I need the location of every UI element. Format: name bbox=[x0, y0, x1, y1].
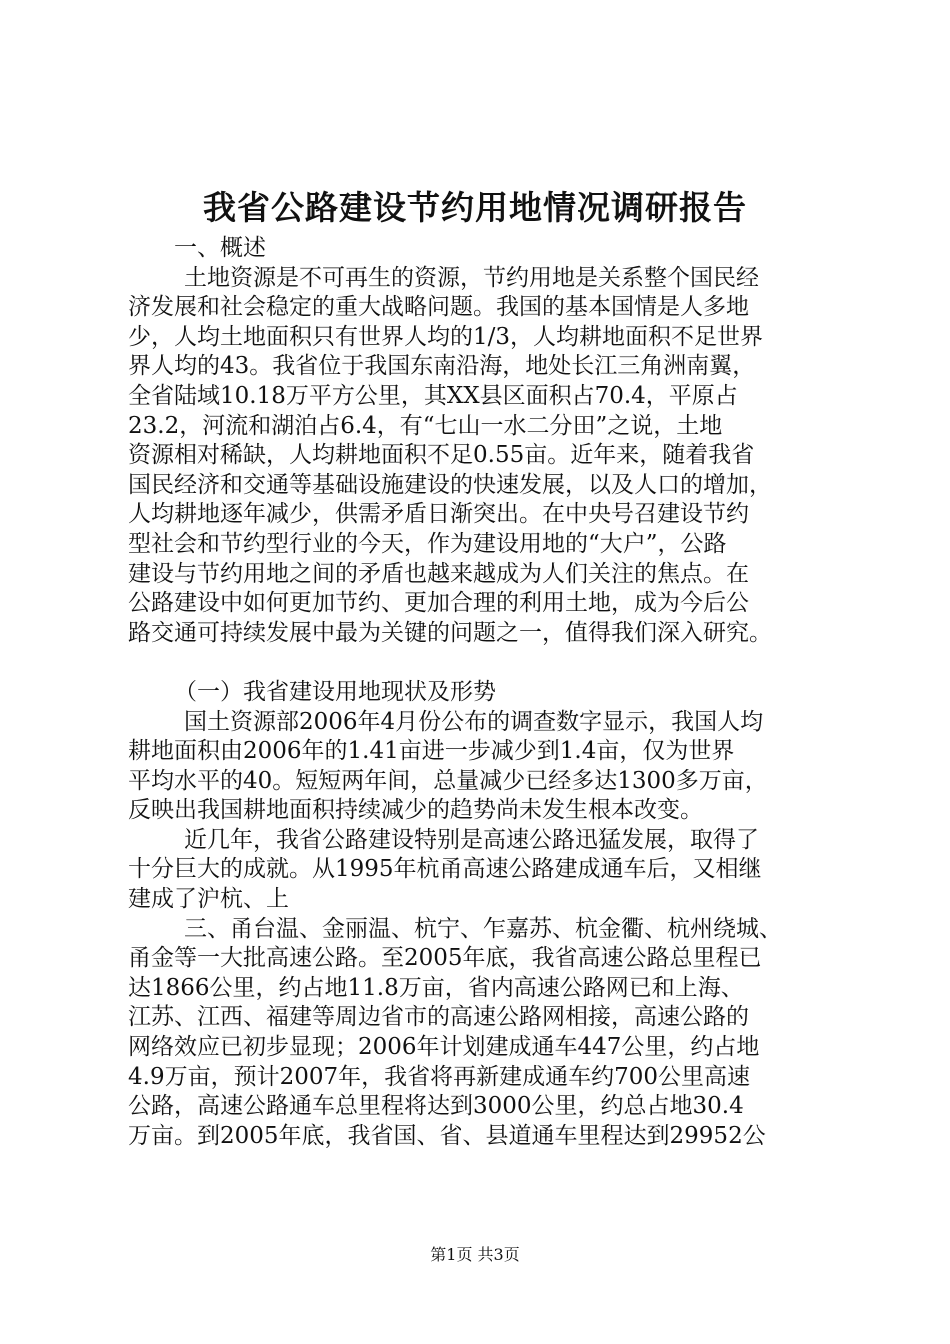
text-line: 全省陆域10.18万平方公里，其XX县区面积占70.4，平原占 bbox=[128, 382, 738, 409]
text-line: 23.2，河流和湖泊占6.4，有“七山一水二分田”之说，土地 bbox=[128, 412, 723, 439]
text-line: 万亩。到2005年底，我省国、省、县道通车里程达到29952公 bbox=[128, 1122, 766, 1149]
text-line: 江苏、江西、福建等周边省市的高速公路网相接，高速公路的 bbox=[128, 1004, 749, 1031]
text-line: 反映出我国耕地面积持续减少的趋势尚未发生根本改变。 bbox=[128, 797, 703, 824]
text-line: 少，人均土地面积只有世界人均的1/3，人均耕地面积不足世界 bbox=[128, 323, 764, 350]
text-line: 近几年，我省公路建设特别是高速公路迅猛发展，取得了 bbox=[184, 826, 759, 853]
text-line: 十分巨大的成就。从1995年杭甬高速公路建成通车后，又相继 bbox=[128, 856, 762, 883]
text-line: 网络效应已初步显现；2006年计划建成通车447公里，约占地 bbox=[128, 1034, 760, 1061]
text-line: 甬金等一大批高速公路。至2005年底，我省高速公路总里程已 bbox=[128, 945, 762, 972]
text-line: 界人均的43。我省位于我国东南沿海，地处长江三角洲南翼， bbox=[128, 353, 756, 380]
page-footer: 第1页 共3页 bbox=[430, 1245, 520, 1264]
text-line: 4.9万亩，预计2007年，我省将再新建成通车约700公里高速 bbox=[128, 1063, 751, 1090]
text-line: 路交通可持续发展中最为关键的问题之一，值得我们深入研究。 bbox=[128, 619, 772, 646]
text-line: 人均耕地逐年减少，供需矛盾日渐突出。在中央号召建设节约 bbox=[128, 501, 749, 528]
document-title: 我省公路建设节约用地情况调研报告 bbox=[203, 188, 747, 227]
section-heading-overview: 一、概述 bbox=[174, 235, 266, 261]
document-body bbox=[128, 234, 830, 1151]
text-line: 国土资源部2006年4月份公布的调查数字显示，我国人均 bbox=[184, 708, 764, 735]
text-line: 济发展和社会稳定的重大战略问题。我国的基本国情是人多地 bbox=[128, 294, 749, 321]
text-line: 达1866公里，约占地11.8万亩，省内高速公路网已和上海、 bbox=[128, 974, 744, 1001]
text-line: 耕地面积由2006年的1.41亩进一步减少到1.4亩，仅为世界 bbox=[128, 738, 735, 765]
text-line: 建设与节约用地之间的矛盾也越来越成为人们关注的焦点。在 bbox=[128, 560, 749, 587]
text-line: 型社会和节约型行业的今天，作为建设用地的“大户”，公路 bbox=[128, 530, 727, 557]
paragraph-land-resources bbox=[128, 264, 830, 649]
text-line: 资源相对稀缺，人均耕地面积不足0.55亩。近年来，随着我省 bbox=[128, 442, 755, 469]
paragraph-national-farmland bbox=[128, 708, 830, 826]
text-line: 国民经济和交通等基础设施建设的快速发展，以及人口的增加， bbox=[128, 471, 772, 498]
text-line: 平均水平的40。短短两年间，总量减少已经多达1300多万亩， bbox=[128, 767, 768, 794]
paragraph-gap bbox=[128, 648, 830, 678]
text-line: 公路建设中如何更加节约、更加合理的利用土地，成为今后公 bbox=[128, 590, 749, 617]
paragraph-highway-development bbox=[128, 826, 830, 915]
section-heading-current-status: （一）我省建设用地现状及形势 bbox=[174, 678, 496, 705]
text-line: 公路，高速公路通车总里程将达到3000公里，约总占地30.4 bbox=[128, 1093, 744, 1120]
text-line: 三、甬台温、金丽温、杭宁、乍嘉苏、杭金衢、杭州绕城、 bbox=[184, 915, 782, 942]
text-line: 建成了沪杭、上 bbox=[128, 886, 289, 913]
text-line: 土地资源是不可再生的资源，节约用地是关系整个国民经 bbox=[184, 264, 759, 291]
paragraph-highway-mileage bbox=[128, 915, 830, 1152]
